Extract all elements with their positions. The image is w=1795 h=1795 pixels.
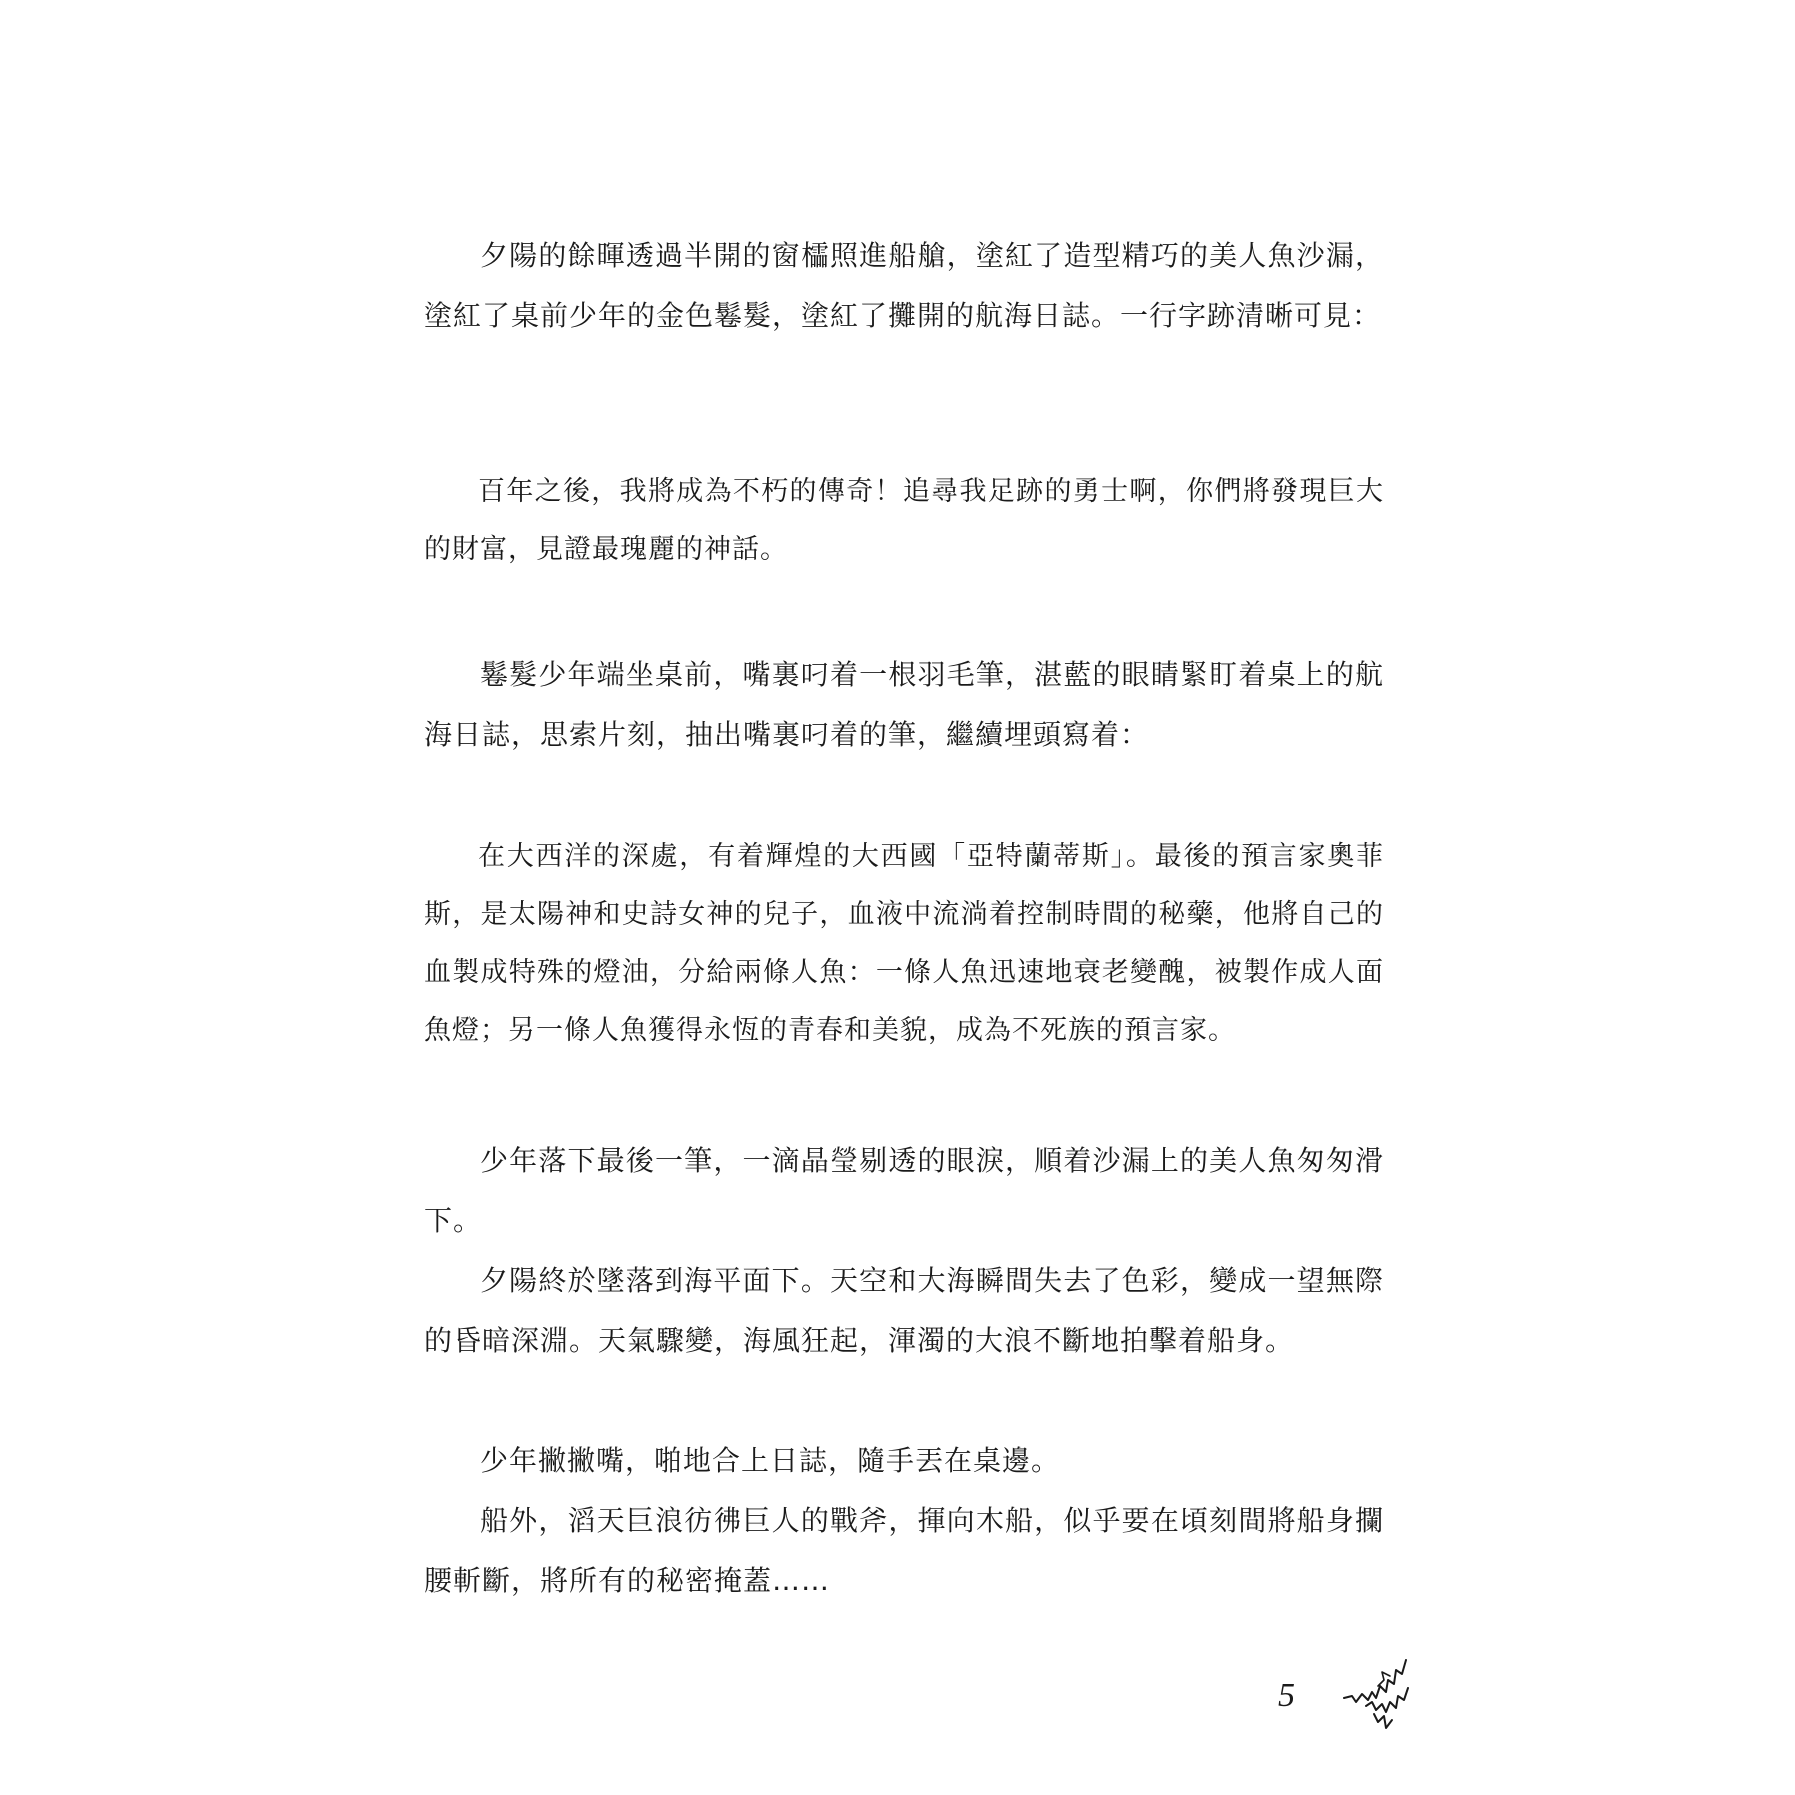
journal-entry-2: 在大西洋的深處，有着輝煌的大西國「亞特蘭蒂斯」。最後的預言家奧菲斯，是太陽神和史詩女神的兒子，血液中流淌着控制時間的秘藥，他將自己的血製成特殊的燈油，分給兩條人魚：一條人魚迅速地衰老變醜，被製作成人面魚燈；另一條人魚獲得永恆的青春和美貌，成為不死族的預言家。: [424, 841, 1384, 1046]
paragraph-waves: 船外，滔天巨浪彷彿巨人的戰斧，揮向木船，似乎要在頃刻間將船身攔腰斬斷，將所有的秘密掩蓋……: [424, 1504, 1384, 1597]
paragraph-opening: 夕陽的餘暉透過半開的窗櫺照進船艙，塗紅了造型精巧的美人魚沙漏，塗紅了桌前少年的金色鬈髮，塗紅了攤開的航海日誌。一行字跡清晰可見：: [424, 239, 1384, 332]
paragraph-sunset: 夕陽終於墜落到海平面下。天空和大海瞬間失去了色彩，變成一望無際的昏暗深淵。天氣驟變，海風狂起，渾濁的大浪不斷地拍擊着船身。: [424, 1264, 1384, 1357]
paragraph-tear: 少年落下最後一筆，一滴晶瑩剔透的眼淚，順着沙漏上的美人魚匆匆滑下。: [424, 1144, 1384, 1237]
paragraph-writing: 鬈髮少年端坐桌前，嘴裏叼着一根羽毛筆，湛藍的眼睛緊盯着桌上的航海日誌，思索片刻，抽出嘴裏叼着的筆，繼續埋頭寫着：: [424, 658, 1384, 751]
paragraph-close-journal: 少年撇撇嘴，啪地合上日誌，隨手丟在桌邊。: [480, 1444, 1061, 1477]
page-number: 5: [1278, 1677, 1295, 1714]
wave-scribble-icon: [1338, 1652, 1414, 1734]
journal-entry-1: 百年之後，我將成為不朽的傳奇！追尋我足跡的勇士啊，你們將發現巨大的財富，見證最瑰麗的神話。: [424, 476, 1384, 565]
